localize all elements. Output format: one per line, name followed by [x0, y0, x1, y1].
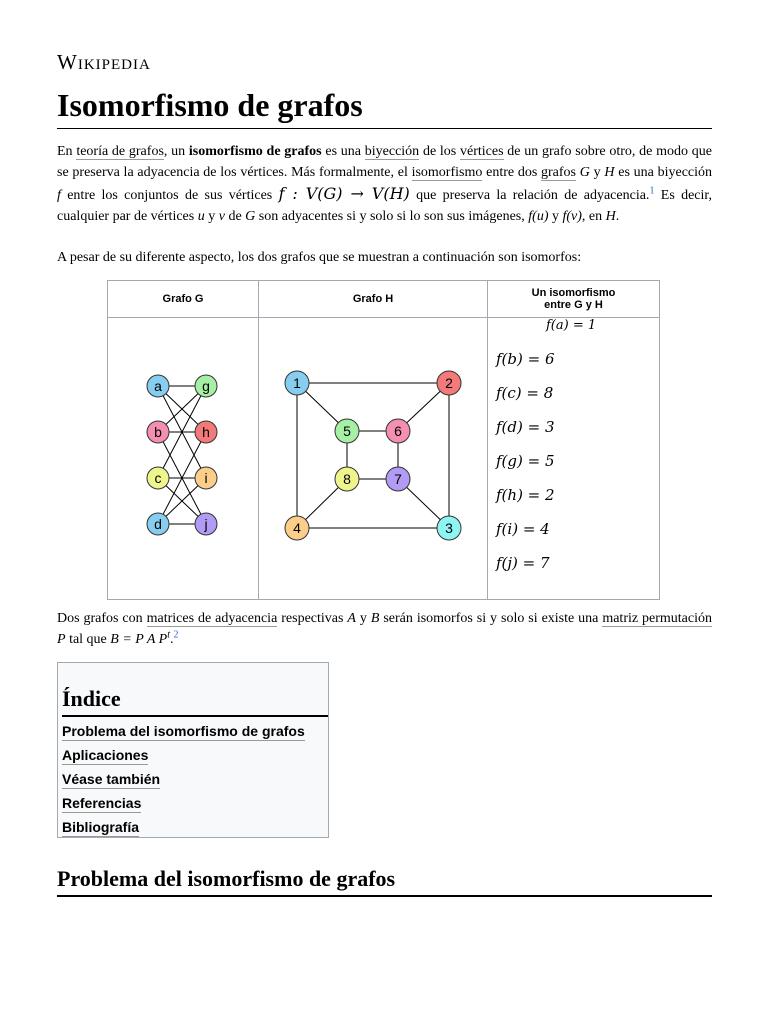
text: es una [321, 144, 365, 159]
text: y [548, 209, 563, 224]
ref-2-link[interactable]: 2 [173, 629, 179, 641]
text: respectivas [277, 611, 348, 626]
mapping-row: f(b) = 6 [496, 350, 555, 368]
text: Es decir, cualquier par de vértices [57, 188, 713, 224]
var-G: G [579, 165, 590, 180]
text: , un [163, 144, 189, 159]
text: son adyacentes si y solo si lo son sus imágenes, [255, 209, 529, 224]
cell-mapping [488, 318, 660, 600]
toc-item-problema[interactable]: Problema del isomorfismo de grafos [62, 723, 305, 739]
graph-g-edges [158, 386, 206, 524]
text: entre dos [482, 165, 542, 180]
graph-h-node-label: 5 [343, 423, 351, 439]
text: entre los conjuntos de sus vértices [60, 188, 279, 203]
graph-h-diagram [259, 318, 487, 594]
text: tal que [65, 632, 111, 647]
link-vertices[interactable]: vértices [460, 144, 504, 159]
toc-item-bibliografia[interactable]: Bibliografía [62, 819, 140, 835]
paragraph-3 [57, 608, 712, 650]
mapping-row: f(c) = 8 [496, 384, 554, 402]
mapping-row: f(d) = 3 [496, 418, 555, 436]
equation: B = P A P [110, 632, 168, 647]
header-grafo-g: Grafo G [108, 281, 259, 318]
graph-g-node-label: i [204, 470, 208, 486]
bold-term: isomorfismo de grafos [188, 144, 322, 159]
text: de los [419, 144, 460, 159]
var-H: H [604, 165, 615, 180]
var-G: G [245, 209, 256, 224]
math-formula: f : V(G) → V(H) [278, 184, 410, 203]
var-u: u [197, 209, 205, 224]
var-v: v [218, 209, 225, 224]
paragraph-2: A pesar de su diferente aspecto, los dos grafos que se muestran a continuación son isomorfos: [57, 250, 582, 265]
text: de un grafo sobre otro, de modo que se preserva la adyacencia de los vértices. Más formalmente, el [57, 144, 712, 180]
var-A: A [347, 611, 356, 626]
graph-h-edges [297, 383, 449, 528]
graph-g-node-label: j [204, 516, 208, 532]
text: En [57, 144, 77, 159]
ref-1-link[interactable]: 1 [649, 185, 655, 197]
header-grafo-h: Grafo H [259, 281, 488, 318]
graph-g-node-label: h [202, 424, 210, 440]
graph-g-node-label: g [202, 378, 210, 394]
text: y [355, 611, 371, 626]
text: y [589, 165, 605, 180]
text: . [615, 209, 620, 224]
text: de [224, 209, 246, 224]
link-biyeccion[interactable]: biyección [364, 144, 420, 159]
mapping-row: f(g) = 5 [496, 452, 555, 470]
text: Dos grafos con [57, 611, 147, 626]
graph-g-nodes [147, 375, 217, 535]
header-line-2: entre G y H [544, 299, 603, 311]
graph-h-node-label: 8 [343, 471, 351, 487]
var-B: B [370, 611, 380, 626]
toc-item-aplicaciones[interactable]: Aplicaciones [62, 747, 149, 763]
link-isomorfismo[interactable]: isomorfismo [411, 165, 483, 180]
section-heading: Problema del isomorfismo de grafos [57, 866, 712, 897]
graph-g-node-label: c [154, 470, 162, 486]
graph-g-node-label: b [154, 424, 162, 440]
link-teoria-de-grafos[interactable]: teoría de grafos [76, 144, 164, 159]
mapping-row: f(i) = 4 [496, 520, 550, 538]
var-fu: f(u) [528, 209, 549, 224]
var-H: H [605, 209, 616, 224]
wikipedia-logo[interactable]: Wikipedia [57, 50, 151, 74]
graph-h-node-label: 6 [394, 423, 402, 439]
toc-item-vease-tambien[interactable]: Véase también [62, 771, 161, 787]
graph-g-node-label: a [154, 378, 162, 394]
toc-title: Índice [62, 685, 328, 717]
transpose-sup: t [167, 629, 170, 641]
table-of-contents [57, 662, 329, 838]
graph-g-node-label: d [154, 516, 162, 532]
mapping-row: f(j) = 7 [496, 554, 550, 572]
text: serán isomorfos si y solo si existe una [379, 611, 603, 626]
graph-h-node-label: 7 [394, 471, 402, 487]
mapping-row: f(a) = 1 [546, 318, 597, 333]
text: , en [581, 209, 606, 224]
text: es una biyección [614, 165, 713, 180]
var-fv: f(v) [562, 209, 582, 224]
graph-h-node-label: 2 [445, 375, 453, 391]
link-grafos[interactable]: grafos [541, 165, 577, 180]
link-matrices-de-adyacencia[interactable]: matrices de adyacencia [146, 611, 278, 626]
page-title: Isomorfismo de grafos [57, 86, 712, 129]
mapping-row: f(h) = 2 [496, 486, 555, 504]
cell-graph-h [259, 318, 488, 600]
link-matriz-permutacion[interactable]: matriz permutación [602, 611, 713, 626]
var-f: f [57, 188, 61, 203]
graph-h-node-label: 3 [445, 520, 453, 536]
header-isomorfismo [488, 281, 660, 318]
text: que preserva la relación de adyacencia. [409, 188, 650, 203]
comparison-table [107, 280, 660, 600]
text: . [169, 632, 174, 647]
graph-g-diagram [108, 318, 258, 594]
text: y [204, 209, 219, 224]
graph-h-node-label: 4 [293, 520, 301, 536]
graph-h-node-label: 1 [293, 375, 301, 391]
cell-graph-g [108, 318, 259, 600]
var-P: P [57, 632, 66, 647]
header-line-1: Un isomorfismo [531, 287, 616, 299]
intro-paragraph [57, 141, 712, 227]
toc-item-referencias[interactable]: Referencias [62, 795, 142, 811]
